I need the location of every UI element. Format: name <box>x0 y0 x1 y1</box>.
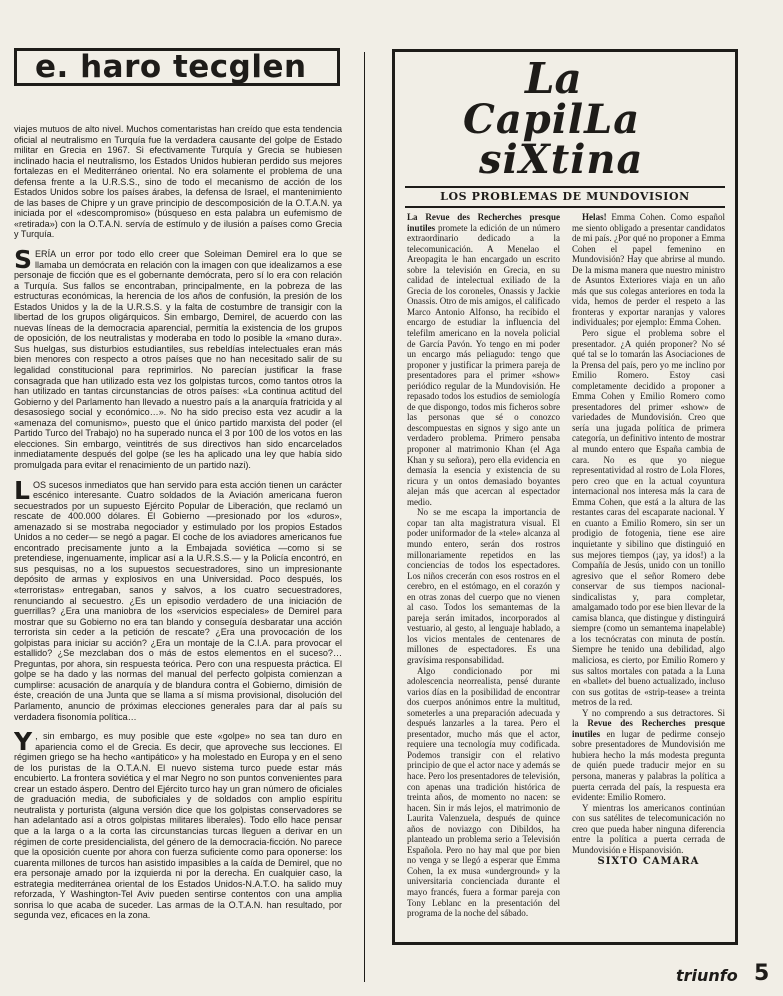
paragraph-text: Emma Cohen. Como español me siento obligado a presentar candidatos de mi país. ¿Por qué no proponer a Emma Cohen el papel femenino en Mundovisión? Hay que abrirse al mundo. De la misma manera que nuestro ministro de Asuntos Exteriores viaja en un año más que sus colegas anteriores en toda la vida, hemos de perder el respeto a las fronteras y exportar naranjas y valores individuales; por ejemplo: Emma Cohen. <box>572 212 725 328</box>
byline-box <box>14 48 340 86</box>
drop-cap: S <box>14 245 33 275</box>
paragraph <box>572 708 725 803</box>
paragraph-text: Y no comprendo a sus detractores. Si la <box>572 707 725 729</box>
paragraph: Pero sigue el problema sobre el presentador. ¿A quién proponer? No sé qué tal se lo tomarán las Asociaciones de la Prensa del país, pero yo me inclino por Emilio Romero. Estoy casi completamente decidido a proponer a Emma Cohen y Emilio Romero como presentadores del primer «show» de variedades de Mundovisión. Creo que sería una jugada política de primera categoría, un definitivo intento de mostrar al mundo entero que España cambia de cara. No es que yo niegue representatividad al rostro de Lola Flores, pero creo que en la actual coyuntura internacional nos interesa más la cara de Emma Cohen, que está a la altura de las restantes caras del escaparate nacional. Y en cuanto a Emilio Romero, sin ser un prodigio de fotogenia, tiene ese aire inquietante y sibilino que distinguió en sus mejores tiempos (¡ay, ya idos!) a la Compañía de Jesús, unido con un tonillo agresivo que el señor Romero debe conservar de sus tiempos nacional-sindicalistas y, para completar, amalgamado todo por ese bien llevar de la camisa blanca, que distingue y distinguirá siempre (como un semantema inapelable) a los tecnócratas con minuta de postín. Siempre he tenido una debilidad, algo maliciosa, es cierto, por Emilio Romero y sus saltos mortales con patada a la Luna en «ballet» del bueno actualizado, incluso con sus gotitas de «strip-tease» a treinta metros de la red. <box>572 328 725 708</box>
magazine-logo: triunfo <box>676 966 738 985</box>
paragraph <box>14 475 342 723</box>
title-line: CapilLa <box>463 96 641 143</box>
paragraph: Algo condicionado por mi adolescencia neorrealista, pensé durante varios días en la posibilidad de encontrar dos cuerpos anónimos entre la multitud, someterles a una preparación adecuada y después lanzarles a la tarea. Pero el presentador, mucho más que el actor, requiere una tecnología muy codificada. Podemos transigir con el relativo principio de que el actor nace y además se hace. Pero los presentadores de televisión, con apenas una tradición histórica de treinta años, de momento no nacen: se hacen. Sin ir más lejos, el matrimonio de Laurita Valenzuela, después de quince años de noviazgo con Dibildos, ha planteado un problema serio a Televisión Española. Pero no hay mal que por bien no venga y se llegó a esperar que Emma Cohen, la ex musa «underground» y la universitaria concienciada durante el mayo francés, fuera a formar pareja con Tony Leblanc en la presentación del programa de la noche del sábado. <box>407 665 560 919</box>
title-line: siXtina <box>479 136 644 183</box>
paragraph <box>14 245 342 470</box>
paragraph-text: en lugar de pedirme consejo sobre presentadores de Mundovisión me hubiera hecho la más modesta pregunta de quién puede traducir mejor en su persona, maneras y palabras la política a puerta cerrada del país, la respuesta era evidente: Emilio Romero. <box>572 728 725 803</box>
publication-name: La Revue des Recherches presque inutiles <box>407 212 560 233</box>
drop-cap: L <box>14 475 30 505</box>
drop-cap: Y <box>14 727 33 757</box>
paragraph: Y mientras los americanos continúan con sus satélites de telecomunicación no creo que pueda haber ninguna diferencia entre la política a puerta cerrada de Mundovisión e Hispanovisión. <box>572 802 725 855</box>
section-title-logo <box>405 54 725 183</box>
publication-name: Revue des Recherches presque inutiles <box>572 718 725 739</box>
page-number: 5 <box>754 961 770 986</box>
author-byline: e. haro tecglen <box>35 48 307 85</box>
paragraph-text: promete la edición de un número extraordinario dedicado a la telecomunicación. A Menelao el Areopagita le han encargado un escrito sobre la televisión en Grecia, en su calidad de intelectual exiliado de la Grecia de los coroneles, Onassis y Jackie Onassis. Otro de mis amigos, el calificado Marco Antonio Alfonso, ha recibido el encargo de estudiar la influencia del telefilm americano en la novela policial de García Pavón. Yo tengo en mi poder un encargo más peliagudo: tengo que proponer y justificar la primera pareja de presentadores para el primer «show» periódico regular de la Mundovisión. He repasado todos los estudios de semiología de que dispongo, todos mis ficheros sobre las personas que sé o conozco descompuestas en signos y sigo ante un verdadero problema. Primero pensaba proponer al matrimonio Khan (el Aga Khan y su señora), pero ella evidencia en demasía la esencia y existencia de su ricura y un ontos demasiado boyantes alejan más que acercan al espectador medio. <box>407 222 560 507</box>
paragraph <box>14 727 342 921</box>
title-line: La <box>525 54 582 103</box>
sidebar-author: SIXTO CAMARA <box>597 856 700 868</box>
column-divider <box>364 52 365 982</box>
paragraph-text: , sin embargo, es muy posible que este «golpe» no sea tan duro en apariencia como el de Grecia. Es decir, que aproveche sus lecciones. El régimen griego se ha hecho «antipático» y ha molestado en Europa y en el seno de los puristas de la O.T.A.N. El nuevo sistema turco puede estar más encubierto. La frontera soviética y el mar Negro no son puntos convenientes para crear un estado áspero. Dentro del Ejército turco hay un gran número de oficiales de graduación media, de suboficiales y de soldados con amplio espíritu neutralista y porturista (alguna versión dice que los golpistas conservadores se han adelantado así a otros golpistas militares liberales). Todo ello hace pensar que a la larga o a la corta las circunstancias turcas lleguen a derivar en un régimen de corte presidencialista, del género de la democracia-ficción. No parece que la oposición cuente por ahora con fuerza suficiente como para oponerse: los cuarenta millones de turcos han asistido impasibles a la caída de Demirel, que no era personaje amado por la izquierda ni por la derecha. En cualquier caso, la estrategia mediterránea oriental de los Estados Unidos-N.A.T.O. ha salido muy reforzada, Y Washington-Tel Aviv pueden sentirse contentos con una amplia sonrisa lo que acaba de suceder. Las armas de la O.T.A.N. han resultado, por segunda vez, eficaces en la zona. <box>14 731 342 921</box>
sidebar-article-body <box>407 212 725 924</box>
exclamation: Helas! <box>582 212 607 222</box>
paragraph: viajes mutuos de alto nivel. Muchos comentaristas han creído que esta tendencia oficial al neutralismo en Turquía fue la verdadera causante del golpe de Estado militar en Grecia en 1967. Si efectivamente Turquía y Grecia se hubiesen inclinado hacia el neutralismo, los Estados Unidos hubieran perdido sus mejores fortalezas en el Mediterráneo oriental. No era solamente el problema de una defensa frente a la U.R.S.S., sino de todo el mecanismo de acción de los Estados Unidos sobre los países árabes, la defensa de Israel, el mantenimiento de las bases de Chipre y un grave principio de descomposición de la O.T.A.N. ya iniciada por el «descompromiso» (búsqueso en esta palabra un eufemismo de «retirada») con la O.T.A.N. servía de estímulo y de ilusión a países como Grecia y Turquía. <box>14 124 342 240</box>
sidebar-headline: LOS PROBLEMAS DE MUNDOVISION <box>405 186 725 208</box>
paragraph <box>407 212 560 507</box>
paragraph-text: OS sucesos inmediatos que han servido para esta acción tienen un carácter escénico interesante. Cuatro soldados de la Aviación americana fueron secuestrados por un supuesto Ejército Popular de Liberación, que reclamó un rescate de 400.000 dólares. El Gobierno —presionado por los «duros», amenazado si se mostraba negociador y estimulado por los propios Estados Unidos a no ceder— se negó a pagar. El coche de los aviadores americanos fue encontrado precisamente junto a la Embajada soviética —como si se pretendiese, ingenuamente, implicar así a la U.R.S.S.— y la Policía encontró, en sus pesquisas, no a los supuestos secuestradores, sino un impresionante depósito de armas y explosivos en una Universidad. Poco después, los «terroristas» entregaban, sanos y salvos, a los cuatro secuestradores, renunciando al secuestro. ¿Es un episodio verdadero de una iniciación de guerrillas? ¿Era una maniobra de los «servicios especiales» de Demirel para mostrar que su Gobierno no era tan blando y conseguía desbaratar una acción terrorista sin ceder a la petición de rescate? ¿Era una provocación de los golpistas para iniciar su acción? ¿Era un montaje de la C.I.A. para provocar el estallido? ¿Se mezclaban dos o más de estos elementos en el suceso?… Preguntas, por ahora, sin respuesta teórica. Pero con una respuesta práctica. El golpe se ha dado y las normas del manual del perfecto golpista comienzan a cumplirse: acusación de anarquía y de blandura contra el Gobierno, dimisión de éste, creación de una Junta que se llama a sí misma provisional, disolución del Parlamento, anuncio de próximas elecciones generales para dar al país su verdadera fisonomía política… <box>14 479 342 722</box>
paragraph <box>572 212 725 328</box>
paragraph-text: ERÍA un error por todo ello creer que Soleiman Demirel era lo que se llamaba un demócrata en relación con la imagen con que idealizamos a ese personaje de ficción que es el gobernante demócrata, pero sí lo era con relación a Turquía. Sus fallos se encontraban, principalmente, en la pobreza de las estructuras económicas, la herencia de los años de confusión, la presión de los Estados Unidos y la de la U.R.S.S. y la falta de costumbre de transigir con la libertad de los grupos oligárquicos. Sin embargo, Demirel, de acuerdo con las nuevas líneas de la democracia aparencial, permitía la existencia de los grupos de oposición, de los neutralistas y moderaba en todo lo posible la «mano dura». Sus huelgas, sus disturbios estudiantiles, sus rebeldías intelectuales eran más bien menores con respecto a otros países que no han necesitado salir de su legalidad constitucional para reprimirlos. No parecían justificar la frase consagrada que han utilizado esta vez los golpistas turcos, como tantos otros la han utilizado en tantas circunstancias de otros países: «La continua actitud del Gobierno y del Parlamento han llevado a nuestro país a la anarquía fratricida y al desasosiego social y económico…». No ha sido preciso esta vez acudir a la «amenaza del comunismo», puesto que el único partido marxista del poder (el Partido Turco del Trabajo) no ha superado nunca el 3 por 100 de los votos en las elecciones. Sin embargo, veintitrés de sus directivos han sido encarcelados inmediatamente después del golpe (se les ha aplicado una ley que había sido promulgada para evitar el renacimiento de un partido nazi). <box>14 249 342 470</box>
paragraph: No se me escapa la importancia de copar tan alta magistratura visual. El poder uniformador de la «tele» alcanza al mundo entero, serán dos rostros millonariamente repetidos en las conciencias de todos los espectadores. Los niños crecerán con esos rostros en el cerebro, en el estómago, en el corazón y en otras zonas del cuerpo que no vienen al caso. Todos los semantemas de la pareja serán imitados, incorporados al vestuario, al gesto, al lenguaje hablado, a los vicios mentales de centenares de millones de espectadores. Es una gravísima responsabilidad. <box>407 507 560 665</box>
left-article-body <box>14 124 342 982</box>
